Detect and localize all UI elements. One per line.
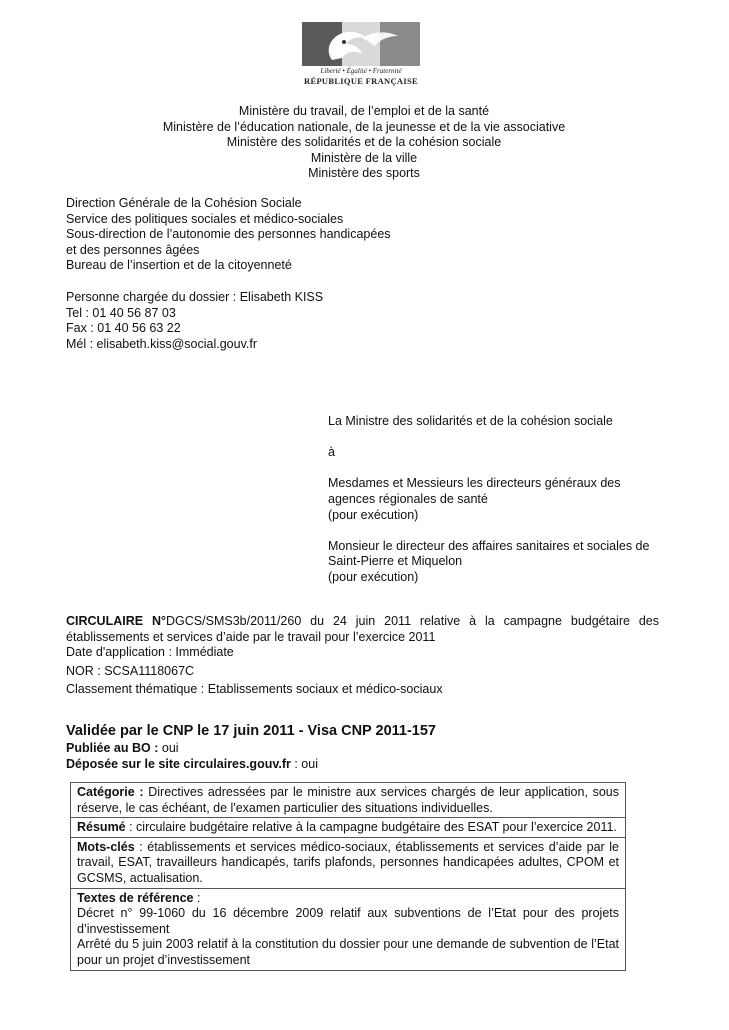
circular-label: CIRCULAIRE N° bbox=[66, 614, 167, 628]
marianne-logo-icon bbox=[302, 22, 420, 66]
recipient-ars bbox=[328, 476, 664, 523]
contact-fax: Fax : 01 40 56 63 22 bbox=[66, 321, 181, 336]
direction-block bbox=[66, 196, 391, 274]
to-word: à bbox=[328, 445, 335, 460]
bo-label: Publiée au BO : bbox=[66, 741, 159, 755]
resume-label: Résumé bbox=[77, 820, 126, 835]
addressees-block bbox=[328, 414, 664, 601]
ministry-line: Ministère de la ville bbox=[310, 150, 418, 165]
keywords-cell bbox=[71, 838, 625, 889]
category-text: Directives adressées par le ministre aux services chargés de leur application, sous réserve, le cas échéant, de l'examen particulier des situations individuelles. bbox=[77, 785, 619, 815]
keywords-text: : établissements et services médico-sociaux, établissements et services d’aide par le travail, ESAT, travailleurs handicapés, tarifs plafonds, personnes handicapées adultes, CPOM et GCSMS, actualisation. bbox=[77, 839, 619, 885]
ministry-line: Ministère des solidarités et de la cohésion sociale bbox=[226, 135, 502, 150]
sender: La Ministre des solidarités et de la cohésion sociale bbox=[328, 414, 613, 428]
direction-line: Bureau de l’insertion et de la citoyenneté bbox=[66, 258, 292, 273]
direction-line: Service des politiques sociales et médico-sociales bbox=[66, 211, 344, 226]
direction-line: Direction Générale de la Cohésion Sociale bbox=[66, 196, 302, 210]
references-colon: : bbox=[193, 890, 201, 905]
validation-block bbox=[66, 722, 659, 772]
direction-line: et des personnes âgées bbox=[66, 242, 200, 257]
recipient-ars-note: (pour exécution) bbox=[328, 507, 419, 522]
recipient-dass-text: Monsieur le directeur des affaires sanitaires et sociales de Saint-Pierre et Miquelon bbox=[328, 538, 650, 569]
recipient-ars-text: Mesdames et Messieurs les directeurs généraux des agences régionales de santé bbox=[328, 476, 621, 506]
direction-line: Sous-direction de l’autonomie des personnes handicapées bbox=[66, 227, 391, 242]
bo-publication bbox=[66, 741, 659, 757]
category-cell bbox=[71, 783, 625, 818]
ministry-line: Ministère des sports bbox=[308, 166, 420, 181]
references-label: Textes de référence bbox=[77, 890, 194, 905]
summary-table bbox=[70, 782, 626, 971]
contact-block bbox=[66, 290, 323, 352]
circular-title-text: DGCS/SMS3b/2011/260 du 24 juin 2011 relative à la campagne budgétaire des établissements et services d’aide par le travail pour l’exercice 2011 bbox=[66, 614, 659, 644]
circular-title bbox=[66, 614, 659, 645]
contact-email: Mél : elisabeth.kiss@social.gouv.fr bbox=[66, 336, 258, 351]
recipient-dass bbox=[328, 539, 664, 586]
site-value: : oui bbox=[290, 756, 318, 771]
application-date: Date d'application : Immédiate bbox=[66, 645, 234, 660]
resume-cell bbox=[71, 818, 625, 838]
circular-block bbox=[66, 614, 659, 698]
republic-name: RÉPUBLIQUE FRANÇAISE bbox=[304, 76, 418, 86]
ministry-line: Ministère de l’éducation nationale, de la jeunesse et de la vie associative bbox=[162, 119, 566, 134]
contact-person: Personne chargée du dossier : Elisabeth KISS bbox=[66, 290, 324, 304]
republic-motto: Liberté • Égalité • Fraternité bbox=[320, 67, 402, 75]
site-deposit bbox=[66, 757, 659, 773]
category-label: Catégorie : bbox=[77, 785, 144, 799]
reference-2: Arrêté du 5 juin 2003 relatif à la constitution du dossier pour une demande de subvention de l’Etat pour un projet d’investissement bbox=[77, 937, 619, 967]
ministry-line: Ministère du travail, de l’emploi et de la santé bbox=[238, 104, 490, 118]
resume-text: : circulaire budgétaire relative à la campagne budgétaire des ESAT pour l’exercice 2011. bbox=[125, 820, 617, 835]
republique-francaise-logo bbox=[302, 22, 420, 86]
cnp-validation: Validée par le CNP le 17 juin 2011 - Visa CNP 2011-157 bbox=[66, 723, 436, 739]
references-cell bbox=[71, 889, 625, 970]
nor-number: NOR : SCSA1118067C bbox=[66, 663, 195, 678]
keywords-label: Mots-clés bbox=[77, 839, 135, 854]
bo-value: oui bbox=[158, 741, 179, 755]
contact-phone: Tel : 01 40 56 87 03 bbox=[66, 305, 176, 320]
recipient-dass-note: (pour exécution) bbox=[328, 569, 419, 584]
site-label: Déposée sur le site circulaires.gouv.fr bbox=[66, 756, 291, 771]
classification: Classement thématique : Etablissements sociaux et médico-sociaux bbox=[66, 682, 443, 697]
reference-1: Décret n° 99-1060 du 16 décembre 2009 relatif aux subventions de l’Etat pour des projets d’investissement bbox=[77, 906, 619, 936]
ministries-header bbox=[66, 104, 662, 182]
